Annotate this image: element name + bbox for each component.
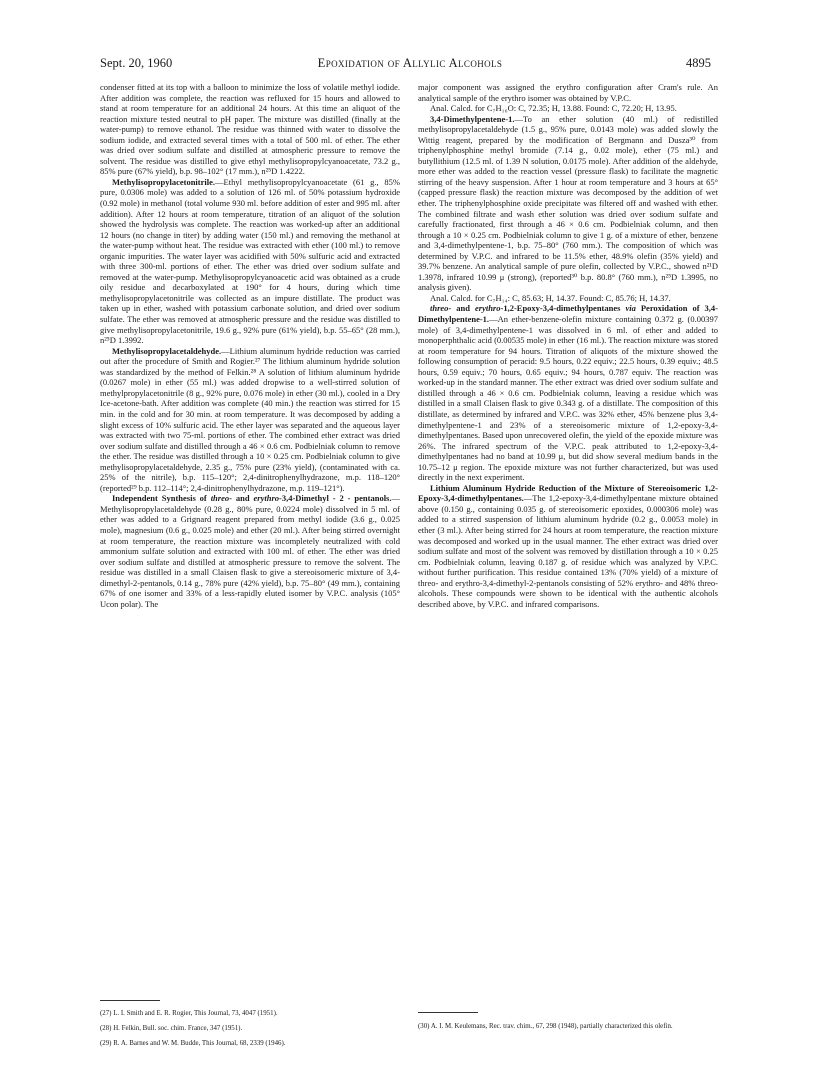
right-column bbox=[418, 82, 718, 1052]
paragraph-peroxidation bbox=[418, 303, 718, 482]
section-heading: threo- and erythro-1,2-Epoxy-3,4-dimethylpentanes via Peroxidation of 3,4-Dimethylpentene-1. bbox=[418, 303, 718, 325]
paragraph-continuation: major component was assigned the erythro configuration after Cram's rule. An analytical sample of the erythro isomer was obtained by V.P.C. bbox=[418, 82, 718, 103]
paragraph-text: —The 1,2-epoxy-3,4-dimethylpentane mixture obtained above (0.150 g., containing 0.035 g. of stereoisomeric epoxides, 0.000306 mole) was added to a stirred suspension of lithium aluminum hydride (0.2 g., 0.0053 mole) in ether (3 ml.). After being stirred for 24 hours at room temperature, the reaction mixture was decomposed and worked up in the usual manner. The ether extract was dried over sodium sulfate and most of the solvent was removed by distillation through a 10 × 0.25 cm. Podbielniak column, leaving 0.187 g. of residue which was analyzed by V.P.C. without further purification. This residue contained 13% (70% yield) of a mixture of threo- and erythro-3,4-dimethyl-2-pentanols consisting of 52% erythro- and 48% threo-alcohols. These compounds were shown to be identical with the authentic alcohols described above, by V.P.C. and infrared comparisons. bbox=[418, 493, 718, 609]
footnotes-left bbox=[100, 1003, 400, 1055]
footnotes-right bbox=[418, 1016, 718, 1038]
analysis-line: Anal. Calcd. for C₇H₁₄: C, 85.63; H, 14.37. Found: C, 85.76; H, 14.37. bbox=[430, 292, 671, 303]
footnote-28: (28) H. Felkin, Bull. soc. chim. France, 347 (1951). bbox=[100, 1025, 243, 1033]
section-heading: Methylisopropylacetonitrile. bbox=[112, 176, 216, 187]
paragraph-text: —Methylisopropylacetaldehyde (0.28 g., 80% pure, 0.0224 mole) dissolved in 5 ml. of ether was added to a Grignard reagent prepared from methyl iodide (3.6 g., 0.025 mole), magnesium (0.6 g., 0.025 mole) and ether (20 ml.). After being stirred overnight at room temperature, the reaction mixture was incompletely neutralized with cold ammonium sulfate solution and extracted with 100 ml. of ether. The ether was dried over sodium sulfate and distilled at atmospheric pressure to remove the solvent. The residue was distilled in a small Claisen flask to give a stereoisomeric mixture of 3,4-dimethyl-2-pentanols, 0.14 g., 78% pure (42% yield), b.p. 75–80° (49 mm.), containing 67% of one isomer and 33% of a less-rapidly eluted isomer by V.P.C. analysis (105° Ucon polar). The bbox=[100, 493, 400, 609]
paragraph-independent-synthesis bbox=[100, 493, 400, 609]
footnote-30: (30) A. I. M. Keulemans, Rec. trav. chim., 67, 298 (1948), partially characterized this olefin. bbox=[418, 1022, 673, 1030]
section-heading: Independent Synthesis of threo- and erythro-3,4-Dimethyl - 2 - pentanols. bbox=[112, 493, 392, 504]
section-heading: 3,4-Dimethylpentene-1. bbox=[430, 113, 515, 124]
section-heading: Methylisopropylacetaldehyde. bbox=[112, 345, 222, 356]
footnote-divider bbox=[418, 1012, 478, 1013]
paragraph-methylisopropylacetaldehyde bbox=[100, 346, 400, 494]
footnote-divider bbox=[100, 1000, 160, 1001]
paragraph-methylisopropylacetonitrile bbox=[100, 177, 400, 346]
paragraph-dimethylpentene bbox=[418, 114, 718, 293]
paragraph-reduction bbox=[418, 483, 718, 610]
analysis-line: Anal. Calcd. for C₇H₁₆O: C, 72.35; H, 13.88. Found: C, 72.20; H, 13.95. bbox=[430, 103, 677, 114]
footnote-27: (27) L. I. Smith and E. R. Rogier, This Journal, 73, 4047 (1951). bbox=[100, 1009, 278, 1017]
header-page-number: 4895 bbox=[686, 56, 711, 70]
footnote-29: (29) R. A. Barnes and W. M. Budde, This Journal, 68, 2339 (1946). bbox=[100, 1040, 286, 1048]
paragraph-text: —Lithium aluminum hydride reduction was carried out after the procedure of Smith and Rogier.²⁷ The lithium aluminum hydride solution was standardized by the method of Felkin.²⁸ A solution of lithium aluminum hydride (0.0267 mole) in ether (55 ml.) was added dropwise to a well-stirred solution of methylpropylacetonitrile (8 g., 92% pure, 0.076 mole) in ether (30 ml.), cooled in a Dry Ice-acetone-bath. After addition was complete (40 min.) the reaction was stirred for 15 min. in the cold and for 30 min. at room temperature. It was decomposed by adding a slight excess of 10% sulfuric acid. The ether layer was separated and the aqueous layer was extracted with two 75-ml. portions of ether. The combined ether extract was dried over sodium sulfate and distilled through a 46 × 0.6 cm. Podbielniak column to remove the ether. The residue was distilled through a 10 × 0.25 cm. Podbielniak column to give methylisopropylacetaldehyde, 2.35 g., 75% pure (23% yield), (contaminated with ca. 25% of the nitrile), b.p. 115–120°; 2,4-dinitrophenylhydrazone, m.p. 118–120° (reported²⁹ b.p. 112–114°; 2,4-dinitrophenylhydrazone, m.p. 119–121°). bbox=[100, 345, 400, 493]
header-date: Sept. 20, 1960 bbox=[100, 56, 173, 70]
paragraph-text: —Ethyl methylisopropylcyanoacetate (61 g., 85% pure, 0.0306 mole) was added to a solution of 126 ml. of 50% potassium hydroxide (0.92 mole) in methanol (total volume 930 ml. before addition of ester and 995 ml. after addition). After 12 hours at room temperature, titration of an aliquot of the solution showed the hydrolysis was complete. The reaction was worked-up after an additional 12 hours (no change in titer) by adding water (150 ml.) and removing the methanol at the water-pump without heat. The residue was extracted with ether (100 ml.) to remove organic impurities. The water layer was acidified with 50% sulfuric acid and extracted with three 300-ml. portions of ether. The ether was dried over sodium sulfate and removed at the water-pump. Methylisopropylcyanoacetic acid was obtained as a crude oily residue and decarboxylated at 190° for 4 hours, during which time methylisopropylacetonitrile was collected as an impure distillate. The product was taken up in ether, washed with potassium carbonate solution, and dried over sodium sulfate. The ether was removed at atmospheric pressure and the residue was distilled to give methylisopropylacetonitrile, 19.6 g., 92% pure (61% yield), b.p. 55–65° (28 mm.), n²⁵D 1.3992. bbox=[100, 176, 400, 346]
running-header bbox=[0, 56, 820, 72]
section-heading: Lithium Aluminum Hydride Reduction of the Mixture of Stereoisomeric 1,2-Epoxy-3,4-dimethylpentanes. bbox=[418, 482, 718, 504]
paragraph-continuation: condenser fitted at its top with a balloon to minimize the loss of volatile methyl iodide. After addition was complete, the reaction was refluxed for 15 hours and allowed to stand at room temperature for an additional 24 hours. At this time an aliquot of the reaction mixture tested neutral to pH paper. The mixture was distilled (finally at the water-pump) to remove ethanol. The residue was thinned with water to dissolve the sodium iodide, and extracted several times with a total of 500 ml. of ether. The ether was dried over sodium sulfate and distilled at atmospheric pressure to remove the solvent. The residue was distilled to give ethyl methylisopropylcyanoacetate, 73.2 g., 85% pure (67% yield), b.p. 98–102° (17 mm.), n²⁵D 1.4222. bbox=[100, 82, 400, 177]
header-title: Epoxidation of Allylic Alcohols bbox=[317, 56, 503, 70]
paragraph-text: —An ether-benzene-olefin mixture containing 0.372 g. (0.00397 mole) of 3,4-dimethylpentene-1 was dissolved in 6 ml. of ether and added to monoperphthalic acid (0.00535 mole) in ether (16 ml.). The reaction mixture was stored at room temperature for 94 hours. Titration of aliquots of the mixture showed the following consumption of peracid: 9.5 hours, 0.22 equiv.; 22.5 hours, 0.39 equiv.; 48.5 hours, 0.59 equiv.; 70 hours, 0.65 equiv.; 94 hours, 0.787 equiv. The reaction was worked-up in the standard manner. The ether extract was dried over sodium sulfate and distilled through a 46 × 0.6 cm. Podbielniak column, leaving a residue which was distilled in a small Claisen flask to give 0.343 g. of a distillate. The composition of this distillate, as determined by infrared and V.P.C. was 32% ether, 45% benzene plus 3,4-dimethylpentene-1 and 23% of a stereoisomeric mixture of 1,2-epoxy-3,4-dimethylpentanes. Based upon unrecovered olefin, the yield of the epoxide mixture was 26%. The infrared spectrum of the V.P.C. peak attributed to 1,2-epoxy-3,4-dimethylpentanes had no band at 10.99 μ, but did show several medium bands in the 10.75–12 μ region. The epoxide mixture was not further characterized, but was used directly in the next experiment. bbox=[418, 314, 718, 483]
left-column bbox=[100, 82, 400, 1052]
paragraph-text: —To an ether solution (40 ml.) of redistilled methylisopropylacetaldehyde (1.5 g., 95% pure, 0.0143 mole) was added slowly the Wittig reagent, prepared by the modification of Bergmann and Dusza³⁰ from triphenylphosphine methyl bromide (7.14 g., 0.02 mole), ether (75 ml.) and butyllithium (12.5 ml. of 1.39 N solution, 0.0175 mole). After addition of the aldehyde, more ether was added to the reaction vessel (pressure flask) to facilitate the magnetic stirring of the heavy suspension. After 1 hour at room temperature and 3 hours at 65° (capped pressure flask) the reaction mixture was decomposed by the addition of wet ether. The triphenylphosphine oxide precipitate was filtered off and washed with ether. The combined filtrate and wash ether solution was dried over sodium sulfate and carefully fractionated, first through a 46 × 0.6 cm. Podbielniak column, and then through a 10 × 0.25 cm. Podbielniak column to give 1 g. of a mixture of ether, benzene and 3,4-dimethylpentene-1, b.p. 75–80° (760 mm.). The composition of which was determined by V.P.C. and infrared to be 11.5% ether, 48.9% olefin (35% yield) and 39.7% benzene. An analytical sample of pure olefin, collected by V.P.C., showed n²¹D 1.3978, infrared 10.99 μ (strong), (reported³⁰ b.p. 80.8° (760 mm.), n²⁵D 1.3995, no analysis given). bbox=[418, 113, 718, 293]
